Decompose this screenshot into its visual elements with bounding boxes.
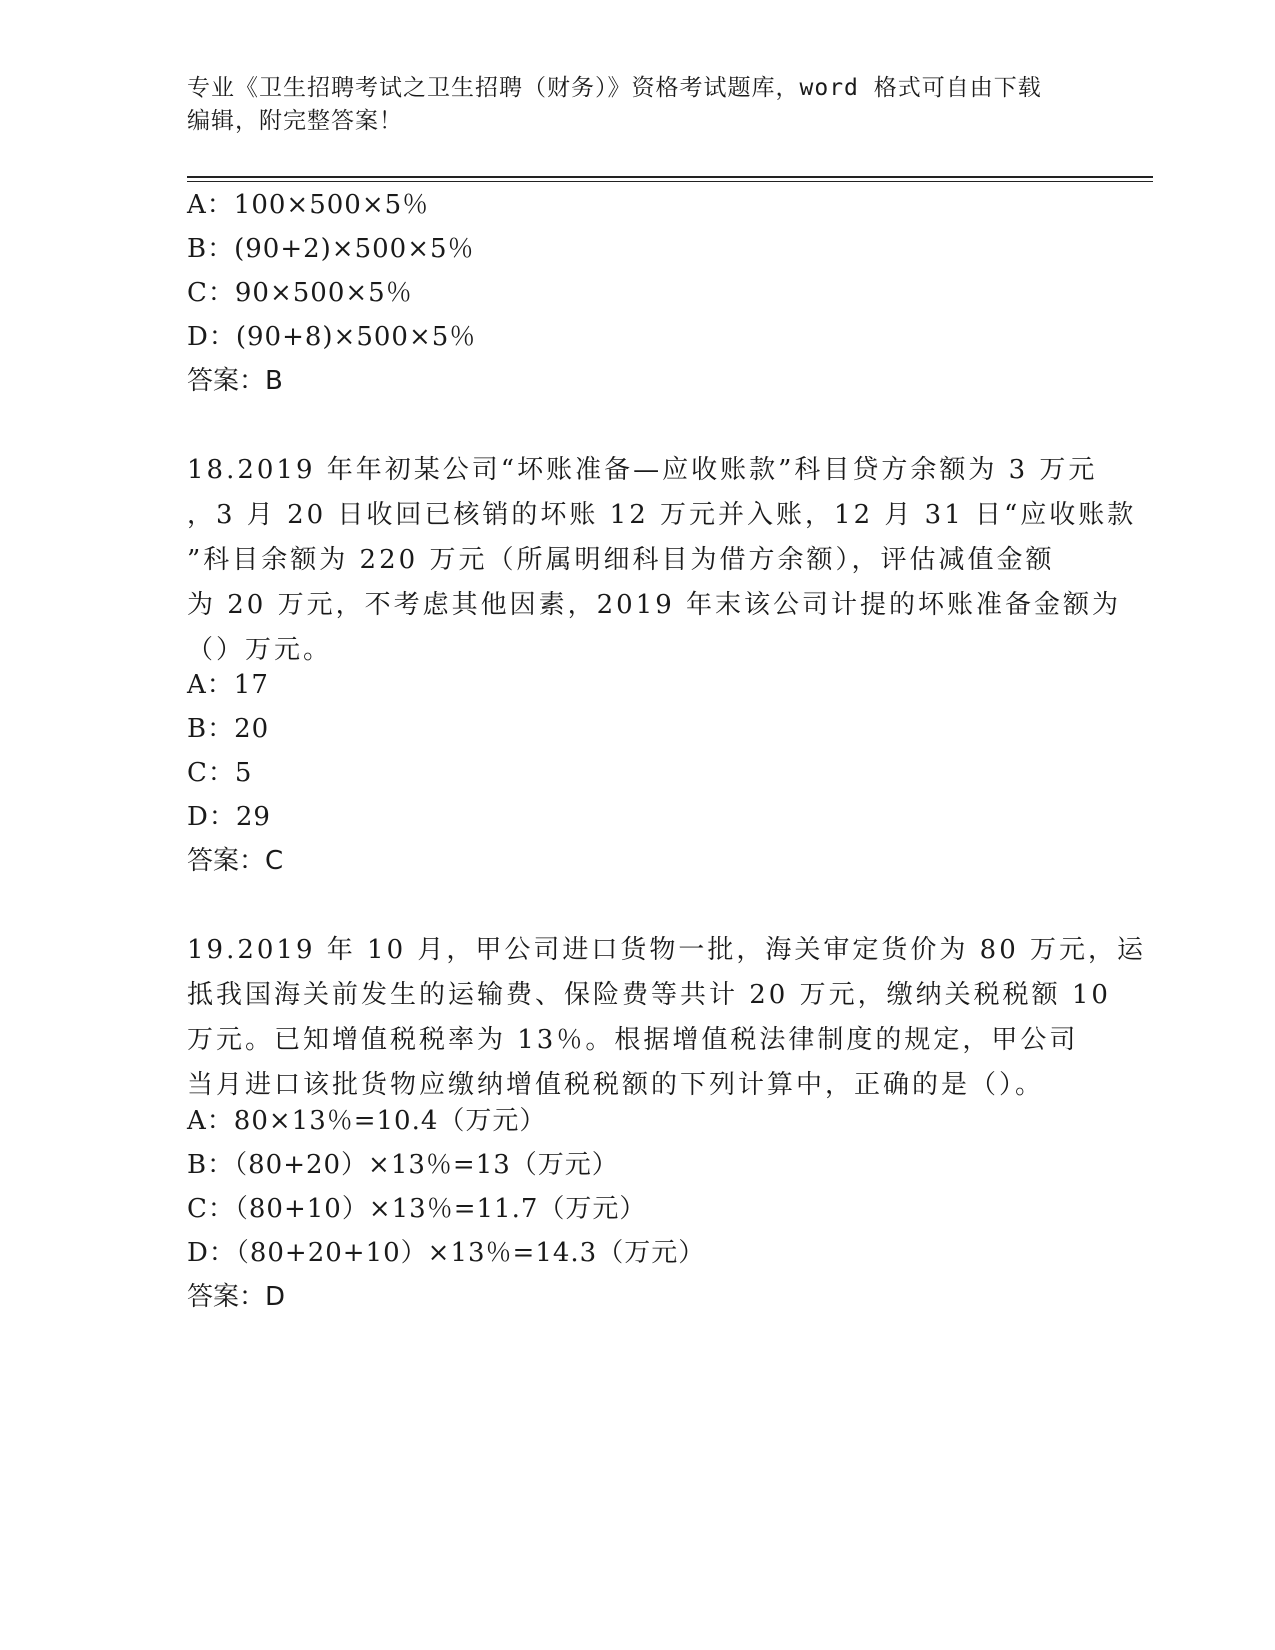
q19-line-1: 19.2019 年 10 月，甲公司进口货物一批，海关审定货价为 80 万元，运 [187, 935, 1147, 965]
header-line-2: 编辑，附完整答案！ [187, 108, 403, 134]
q17-option-d: D：(90+8)×500×5％ [187, 322, 477, 352]
q18-option-a: A：17 [187, 670, 269, 700]
q19-line-3: 万元。已知增值税税率为 13％。根据增值税法律制度的规定，甲公司 [187, 1025, 1079, 1055]
header-divider-thick [187, 176, 1153, 178]
q18-line-4: 为 20 万元，不考虑其他因素，2019 年末该公司计提的坏账准备金额为 [187, 590, 1122, 620]
q17-option-b: B：(90+2)×500×5％ [187, 234, 475, 264]
q19-question-text [187, 928, 1147, 1108]
q17-answer: 答案：B [187, 366, 283, 396]
q18-option-c: C：5 [187, 758, 253, 788]
q18-line-2: ，3 月 20 日收回已核销的坏账 12 万元并入账，12 月 31 日“应收账款 [187, 500, 1137, 530]
q18-line-3: ”科目余额为 220 万元（所属明细科目为借方余额），评估减值金额 [187, 545, 1055, 575]
document-header [187, 72, 1067, 138]
q19-option-d: D：（80+20+10）×13％=14.3（万元） [187, 1238, 706, 1268]
q19-line-2: 抵我国海关前发生的运输费、保险费等共计 20 万元，缴纳关税税额 10 [187, 980, 1111, 1010]
q19-option-b: B：（80+20）×13％=13（万元） [187, 1150, 619, 1180]
q19-answer: 答案：D [187, 1282, 286, 1312]
q18-line-5: （）万元。 [187, 635, 333, 665]
q18-line-1: 18.2019 年年初某公司“坏账准备—应收账款”科目贷方余额为 3 万元 [187, 455, 1098, 485]
q18-question-text [187, 448, 1137, 673]
q19-option-c: C：（80+10）×13％=11.7（万元） [187, 1194, 647, 1224]
q18-option-d: D：29 [187, 802, 271, 832]
q17-option-a: A：100×500×5％ [187, 190, 430, 220]
q18-answer: 答案：C [187, 846, 284, 876]
q19-option-a: A：80×13％=10.4（万元） [187, 1106, 547, 1136]
header-line-1: 专业《卫生招聘考试之卫生招聘（财务）》资格考试题库，word 格式可自由下载 [187, 75, 1042, 101]
header-divider-thin [187, 181, 1153, 182]
q17-option-c: C：90×500×5％ [187, 278, 413, 308]
q19-line-4: 当月进口该批货物应缴纳增值税税额的下列计算中，正确的是（）。 [187, 1070, 1045, 1100]
q18-option-b: B：20 [187, 714, 270, 744]
